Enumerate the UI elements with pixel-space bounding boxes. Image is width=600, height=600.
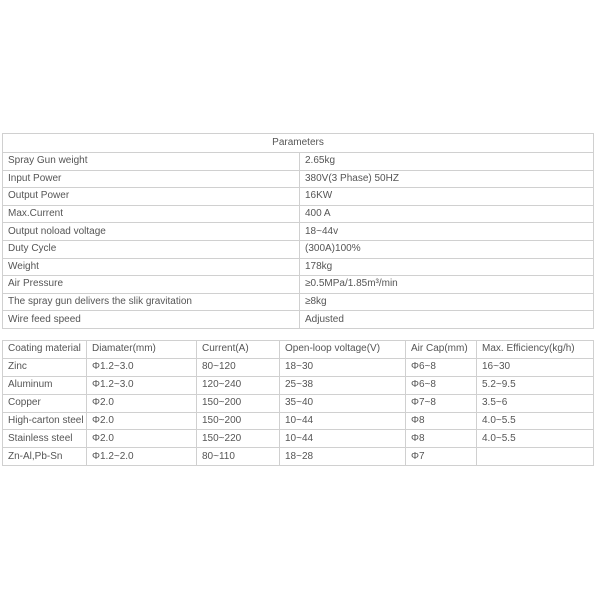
materials-header-row bbox=[3, 341, 594, 359]
table-cell: Copper bbox=[3, 394, 87, 412]
parameter-value: (300A)100% bbox=[300, 240, 594, 258]
parameter-value: 16KW bbox=[300, 188, 594, 206]
table-cell: Φ1.2~3.0 bbox=[87, 358, 197, 376]
table-cell: Zn-Al,Pb-Sn bbox=[3, 448, 87, 466]
table-cell: 25~38 bbox=[280, 376, 406, 394]
column-header: Diamater(mm) bbox=[87, 341, 197, 359]
table-row bbox=[3, 448, 594, 466]
parameter-label: Duty Cycle bbox=[3, 240, 300, 258]
table-cell: Stainless steel bbox=[3, 430, 87, 448]
parameter-label: Output Power bbox=[3, 188, 300, 206]
parameters-title-row bbox=[3, 134, 594, 153]
parameters-table bbox=[2, 133, 594, 329]
table-cell: 5.2~9.5 bbox=[477, 376, 594, 394]
parameter-label: Wire feed speed bbox=[3, 311, 300, 329]
table-cell: Φ7~8 bbox=[406, 394, 477, 412]
table-cell: Zinc bbox=[3, 358, 87, 376]
table-cell: Φ2.0 bbox=[87, 430, 197, 448]
parameter-label: Output noload voltage bbox=[3, 223, 300, 241]
table-row bbox=[3, 170, 594, 188]
table-cell: Φ8 bbox=[406, 430, 477, 448]
table-cell: Φ1.2~3.0 bbox=[87, 376, 197, 394]
column-header: Open-loop voltage(V) bbox=[280, 341, 406, 359]
table-row bbox=[3, 223, 594, 241]
table-cell: 150~220 bbox=[197, 430, 280, 448]
parameter-value: 400 A bbox=[300, 205, 594, 223]
table-row bbox=[3, 293, 594, 311]
table-row bbox=[3, 412, 594, 430]
table-cell bbox=[477, 448, 594, 466]
table-row bbox=[3, 276, 594, 294]
table-cell: 4.0~5.5 bbox=[477, 430, 594, 448]
table-row bbox=[3, 376, 594, 394]
table-cell: 3.5~6 bbox=[477, 394, 594, 412]
table-cell: 120~240 bbox=[197, 376, 280, 394]
table-cell: 150~200 bbox=[197, 412, 280, 430]
table-cell: Φ8 bbox=[406, 412, 477, 430]
parameter-label: Spray Gun weight bbox=[3, 153, 300, 171]
column-header: Current(A) bbox=[197, 341, 280, 359]
table-row bbox=[3, 311, 594, 329]
table-cell: Φ7 bbox=[406, 448, 477, 466]
parameter-label: The spray gun delivers the slik gravitation bbox=[3, 293, 300, 311]
table-cell: 16~30 bbox=[477, 358, 594, 376]
parameter-value: 2.65kg bbox=[300, 153, 594, 171]
table-row bbox=[3, 394, 594, 412]
column-header: Max. Efficiency(kg/h) bbox=[477, 341, 594, 359]
table-row bbox=[3, 153, 594, 171]
parameter-label: Weight bbox=[3, 258, 300, 276]
table-row bbox=[3, 358, 594, 376]
table-cell: 80~120 bbox=[197, 358, 280, 376]
table-cell: High-carton steel bbox=[3, 412, 87, 430]
parameter-value: ≥8kg bbox=[300, 293, 594, 311]
parameter-value: ≥0.5MPa/1.85m³/min bbox=[300, 276, 594, 294]
column-header: Coating material bbox=[3, 341, 87, 359]
parameter-value: 178kg bbox=[300, 258, 594, 276]
table-row bbox=[3, 258, 594, 276]
table-cell: 18~30 bbox=[280, 358, 406, 376]
parameter-label: Max.Current bbox=[3, 205, 300, 223]
parameters-title: Parameters bbox=[3, 134, 594, 153]
table-row bbox=[3, 205, 594, 223]
table-cell: 18~28 bbox=[280, 448, 406, 466]
table-cell: Φ6~8 bbox=[406, 376, 477, 394]
table-cell: 35~40 bbox=[280, 394, 406, 412]
table-row bbox=[3, 240, 594, 258]
column-header: Air Cap(mm) bbox=[406, 341, 477, 359]
table-row bbox=[3, 188, 594, 206]
parameter-value: Adjusted bbox=[300, 311, 594, 329]
table-cell: 4.0~5.5 bbox=[477, 412, 594, 430]
table-cell: Φ2.0 bbox=[87, 412, 197, 430]
table-row bbox=[3, 430, 594, 448]
materials-table bbox=[2, 340, 594, 466]
table-cell: 80~110 bbox=[197, 448, 280, 466]
table-cell: Φ6~8 bbox=[406, 358, 477, 376]
parameter-value: 18~44v bbox=[300, 223, 594, 241]
parameter-label: Air Pressure bbox=[3, 276, 300, 294]
table-cell: 150~200 bbox=[197, 394, 280, 412]
table-cell: Φ1.2~2.0 bbox=[87, 448, 197, 466]
table-cell: Aluminum bbox=[3, 376, 87, 394]
table-cell: 10~44 bbox=[280, 412, 406, 430]
table-cell: 10~44 bbox=[280, 430, 406, 448]
parameter-label: Input Power bbox=[3, 170, 300, 188]
parameter-value: 380V(3 Phase) 50HZ bbox=[300, 170, 594, 188]
table-cell: Φ2.0 bbox=[87, 394, 197, 412]
